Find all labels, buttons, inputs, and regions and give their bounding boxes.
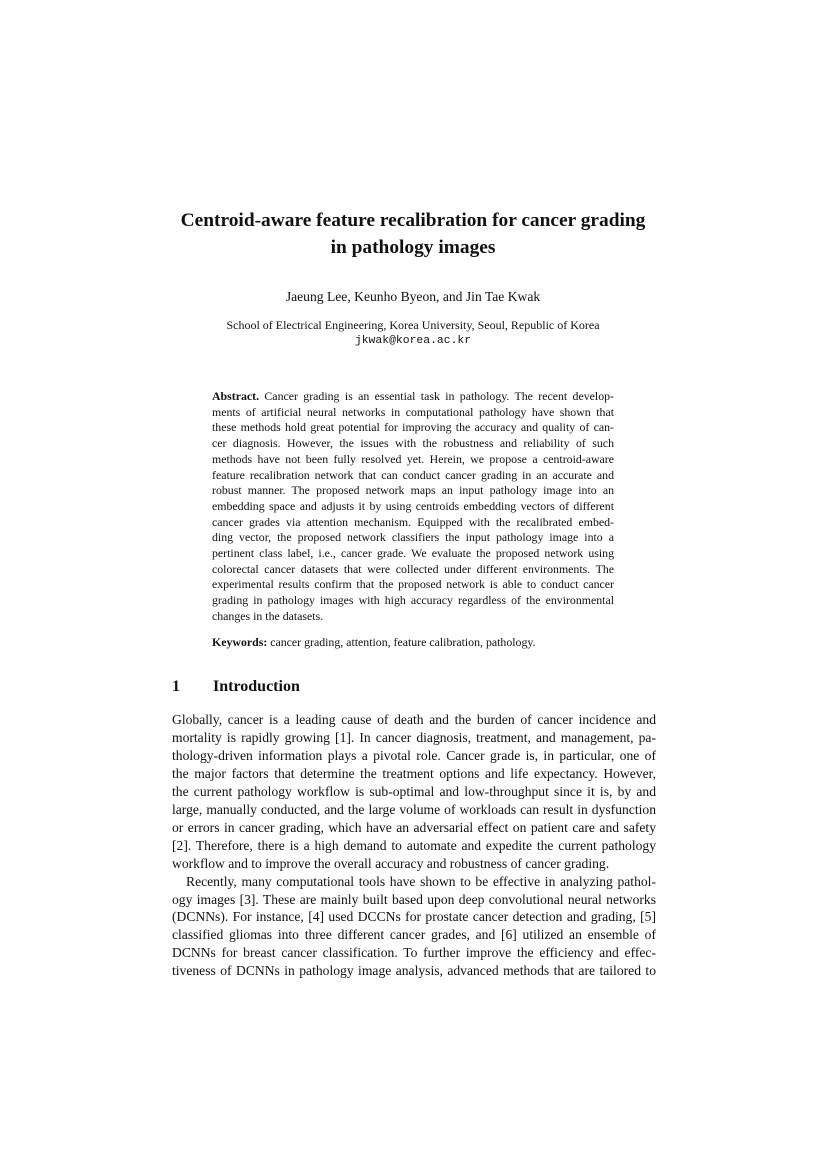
body-line: workflow and to improve the overall accuracy and robustness of cancer grading. (172, 855, 610, 871)
body-line: tiveness of DCNNs in pathology image analysis, advanced methods that are tailored to (172, 963, 656, 979)
abstract-line (212, 389, 614, 405)
abstract-label: Abstract. (212, 389, 260, 403)
institution: School of Electrical Engineering, Korea University, Seoul, Republic of Korea (226, 318, 600, 332)
body-text (172, 711, 656, 980)
abstract-line: ding vector, the proposed network classifiers the input pathology image into a (212, 530, 614, 545)
abstract-line: grading in pathology images with high accuracy regardless of the environmental (212, 593, 614, 608)
paper-title (100, 207, 726, 261)
section-heading (172, 676, 300, 698)
section-title: Introduction (213, 678, 300, 695)
abstract-line: these methods hold great potential for improving the accuracy and quality of can- (212, 420, 614, 435)
body-line: the major factors that determine the treatment options and life expectancy. However, (172, 765, 656, 781)
abstract-line: pertinent class label, i.e., cancer grade. We evaluate the proposed network using (212, 546, 614, 561)
body-line: mortality is rapidly growing [1]. In cancer diagnosis, treatment, and management, pa- (172, 729, 656, 745)
body-line: ogy images [3]. These are mainly built based upon deep convolutional neural networks (172, 891, 656, 907)
abstract-line: colorectal cancer datasets that were collected under different environments. The (212, 561, 614, 576)
abstract-line: feature recalibration network that can conduct cancer grading in an accurate and (212, 467, 614, 482)
author-list: Jaeung Lee, Keunho Byeon, and Jin Tae Kwak (285, 289, 541, 304)
abstract (212, 389, 614, 625)
section-number: 1 (172, 678, 180, 695)
body-line: the current pathology workflow is sub-optimal and low-throughput since it is, by and (172, 783, 656, 799)
body-line: Recently, many computational tools have shown to be effective in analyzing pathol- (186, 873, 656, 889)
abstract-line: methods have not been fully resolved yet. Herein, we propose a centroid-aware (212, 451, 614, 466)
abstract-line: experimental results confirm that the proposed network is able to conduct cancer (212, 577, 614, 592)
body-line: DCNNs for breast cancer classification. To further improve the efficiency and effec- (172, 945, 656, 961)
keywords-label: Keywords: (212, 635, 268, 649)
abstract-line: embedding space and adjusts it by using centroids embedding vectors of different (212, 498, 614, 513)
abstract-line: changes in the datasets. (212, 608, 324, 623)
body-line: [2]. Therefore, there is a high demand to automate and expedite the current pathology (172, 837, 656, 853)
abstract-text: Cancer grading is an essential task in pathology. The recent develop- (259, 389, 614, 403)
body-line: or errors in cancer grading, which have an adversarial effect on patient care and safety (172, 819, 656, 835)
body-line: classified gliomas into three different cancer grades, and [6] utilized an ensemble of (172, 927, 656, 943)
abstract-line: ments of artificial neural networks in computational pathology have shown that (212, 404, 614, 419)
abstract-line: robust manner. The proposed network maps an input pathology image into an (212, 483, 614, 498)
affiliation (100, 318, 726, 349)
abstract-line: cancer grades via attention mechanism. Equipped with the recalibrated embed- (212, 514, 614, 529)
body-line: Globally, cancer is a leading cause of death and the burden of cancer incidence and (172, 712, 656, 727)
author-email: jkwak@korea.ac.kr (354, 334, 472, 347)
abstract-line: cer diagnosis. However, the issues with the robustness and reliability of such (212, 436, 614, 451)
keywords-text: cancer grading, attention, feature calibration, pathology. (267, 635, 536, 649)
paper-title-line-2: in pathology images (330, 237, 496, 258)
body-line: (DCNNs). For instance, [4] used DCCNs for prostate cancer detection and grading, [5] (172, 909, 656, 925)
body-line: large, manually conducted, and the large volume of workloads can result in dysfunction (172, 801, 656, 817)
paper-title-line-1: Centroid-aware feature recalibration for cancer grading (180, 210, 646, 231)
body-line: thology-driven information plays a pivotal role. Cancer grade is, in particular, one of (172, 747, 656, 763)
keywords (212, 635, 614, 651)
